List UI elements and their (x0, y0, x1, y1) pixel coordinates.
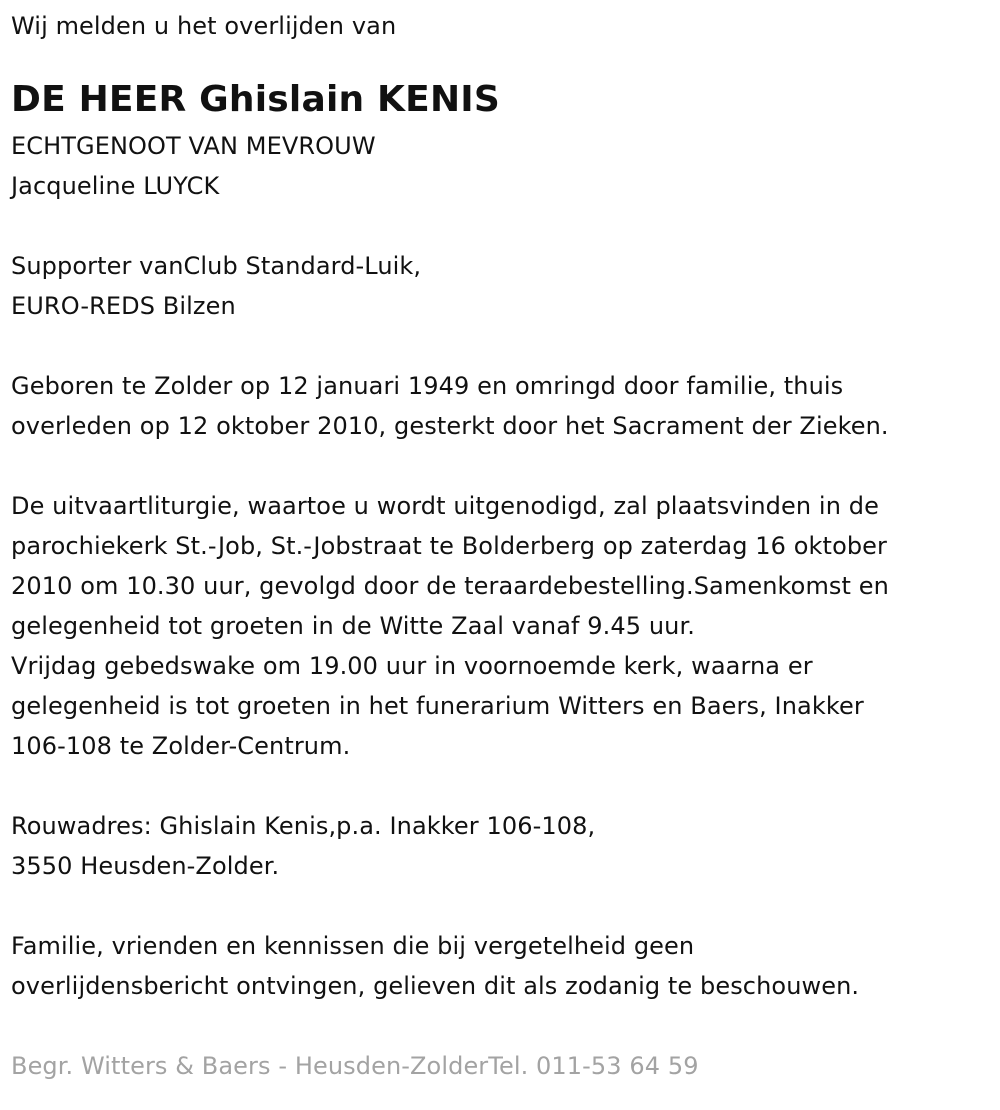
spacer (11, 446, 986, 486)
spacer (11, 766, 986, 806)
funeral-home-footer: Begr. Witters & Baers - Heusden-ZolderTel. 011-53 64 59 (11, 1052, 699, 1080)
supporter-line-2: EURO-REDS Bilzen (11, 292, 236, 320)
address-line-1: Rouwadres: Ghislain Kenis,p.a. Inakker 106-108, (11, 812, 596, 840)
family-line-2: overlijdensbericht ontvingen, gelieven dit als zodanig te beschouwen. (11, 972, 860, 1000)
deceased-name: DE HEER Ghislain KENIS (11, 79, 500, 120)
funeral-line: 2010 om 10.30 uur, gevolgd door de teraardebestelling.Samenkomst en (11, 572, 889, 600)
spacer (11, 326, 986, 366)
born-line-2: overleden op 12 oktober 2010, gesterkt door het Sacrament der Zieken. (11, 412, 889, 440)
funeral-line: gelegenheid tot groeten in de Witte Zaal vanaf 9.45 uur. (11, 612, 695, 640)
family-line-1: Familie, vrienden en kennissen die bij vergetelheid geen (11, 932, 695, 960)
spouse-line-2: Jacqueline LUYCK (11, 172, 220, 200)
funeral-line: parochiekerk St.-Job, St.-Jobstraat te Bolderberg op zaterdag 16 oktober (11, 532, 888, 560)
spouse-line-1: ECHTGENOOT VAN MEVROUW (11, 132, 376, 160)
born-line-1: Geboren te Zolder op 12 januari 1949 en omringd door familie, thuis (11, 372, 844, 400)
spacer (11, 886, 986, 926)
funeral-line: De uitvaartliturgie, waartoe u wordt uitgenodigd, zal plaatsvinden in de (11, 492, 879, 520)
obituary-notice (11, 6, 986, 1086)
spacer (11, 1006, 986, 1046)
funeral-line: 106-108 te Zolder-Centrum. (11, 732, 351, 760)
funeral-line: gelegenheid is tot groeten in het funerarium Witters en Baers, Inakker (11, 692, 864, 720)
supporter-line-1: Supporter vanClub Standard-Luik, (11, 252, 422, 280)
intro-text: Wij melden u het overlijden van (11, 12, 397, 40)
funeral-line: Vrijdag gebedswake om 19.00 uur in voornoemde kerk, waarna er (11, 652, 813, 680)
address-line-2: 3550 Heusden-Zolder. (11, 852, 280, 880)
spacer (11, 206, 986, 246)
